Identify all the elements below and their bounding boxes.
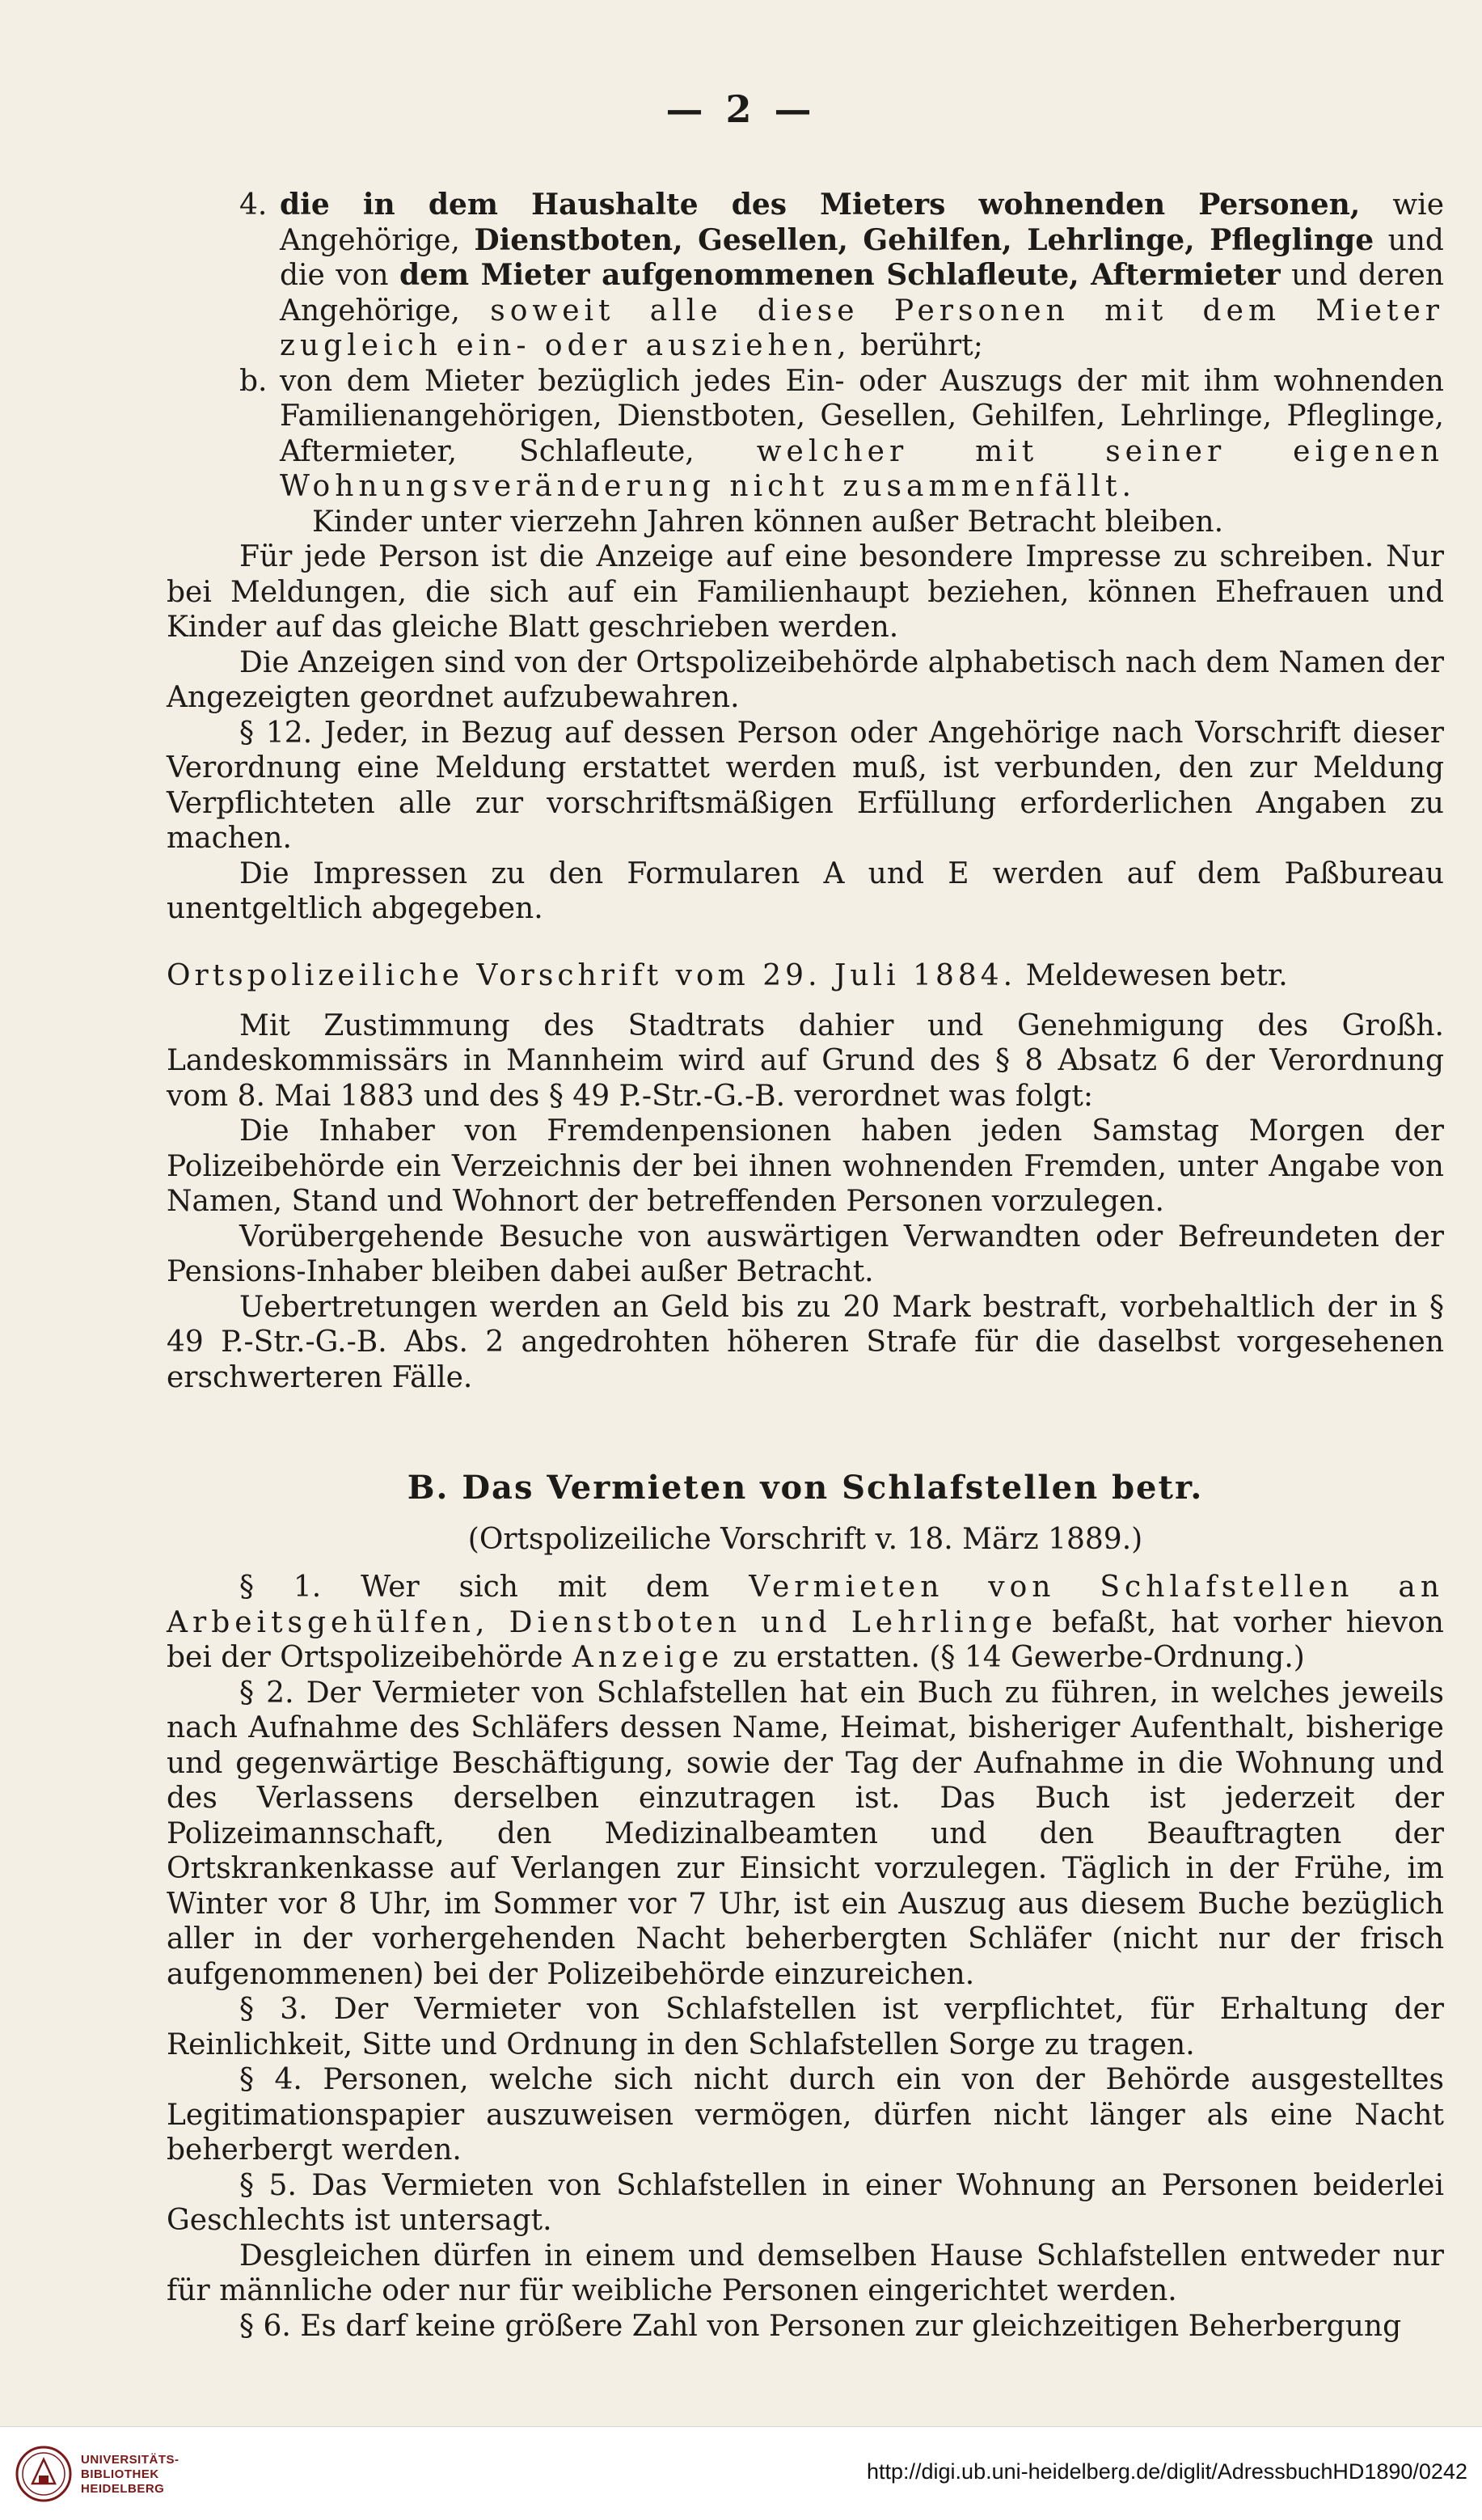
paragraph-section-4: § 4. Personen, welche sich nicht durch ein von der Behörde ausgestelltes Legitimationspapier auszuweisen vermögen, dürfen nicht länger als eine Nacht beherbergt werden. [167, 2063, 1444, 2167]
paragraph: Uebertretungen werden an Geld bis zu 20 Mark bestraft, vorbehaltlich der in § 49 P.-Str.-G.-B. Abs. 2 angedrohten höheren Strafe für die daselbst vorgesehenen erschwerteren Fälle. [167, 1290, 1444, 1394]
library-name: UNIVERSITÄTS- BIBLIOTHEK HEIDELBERG [81, 2453, 179, 2496]
paragraph-section-2: § 2. Der Vermieter von Schlafstellen hat ein Buch zu führen, in welches jeweils nach Aufnahme des Schläfers dessen Name, Heimat, bisheriger Aufenthalt, bisherige und gegenwärtige Beschäftigung, sowie der Tag der Aufnahme in die Wohnung und des Verlassens derselben einzutragen ist. Das Buch ist jederzeit der Polizeimannschaft, den Medizinalbeamten und den Beauftragten der Ortskrankenkasse auf Verlangen zur Einsicht vorzulegen. Täglich in der Frühe, im Winter vor 8 Uhr, im Sommer vor 7 Uhr, ist ein Auszug aus diesem Buche bezüglich aller in der vorhergehenden Nacht beherbergten Schläfer (nicht nur der frisch aufgenommenen) bei der Polizeibehörde einzureichen. [167, 1676, 1444, 1991]
regulation-title: Ortspolizeiliche Vorschrift vom 29. Juli 1884. [167, 959, 1017, 992]
footer-bar [0, 2426, 1482, 2520]
paragraph: Für jede Person ist die Anzeige auf eine besondere Impresse zu schreiben. Nur bei Meldungen, die sich auf ein Familienhaupt beziehen, können Ehefrauen und Kinder auf das gleiche Blatt geschrieben werden. [167, 540, 1444, 644]
paragraph: Desgleichen dürfen in einem und demselben Hause Schlafstellen entweder nur für männliche oder nur für weibliche Personen eingerichtet werden. [167, 2239, 1444, 2307]
paragraph: Die Inhaber von Fremdenpensionen haben jeden Samstag Morgen der Polizeibehörde ein Verzeichnis der bei ihnen wohnenden Fremden, unter Angabe von Namen, Stand und Wohnort der betreffenden Personen vorzulegen. [167, 1114, 1444, 1218]
paragraph: Vorübergehende Besuche von auswärtigen Verwandten oder Befreundeten der Pensions-Inhaber bleiben dabei außer Betracht. [167, 1220, 1444, 1288]
paragraph: Mit Zustimmung des Stadtrats dahier und Genehmigung des Großh. Landeskommissärs in Mannheim wird auf Grund des § 8 Absatz 6 der Verordnung vom 8. Mai 1883 und des § 49 P.-Str.-G.-B. verordnet was folgt: [167, 1008, 1444, 1113]
page-number: — 2 — [665, 87, 817, 131]
item-b: b. von dem Mieter bezüglich jedes Ein- oder Auszugs der mit ihm wohnenden Familienangehörigen, Dienstboten, Gesellen, Gehilfen, Lehrlinge, Pfleglinge, Aftermieter, Schlafleute, welcher mit seiner eigenen Wohnungsveränderung nicht zusammenfällt. [239, 364, 1444, 503]
section-subheading: (Ortspolizeiliche Vorschrift v. 18. März 1889.) [467, 1522, 1143, 1556]
university-seal-icon [15, 2445, 73, 2503]
paragraph-section-12: § 12. Jeder, in Bezug auf dessen Person oder Angehörige nach Vorschrift dieser Verordnung eine Meldung erstattet werden muß, ist verbunden, den zur Meldung Verpflichteten alle zur vorschriftsmäßigen Erfüllung erforderlichen Angaben zu machen. [167, 716, 1444, 855]
section-schlafstellen [167, 1470, 1444, 2344]
regulation-subject: Meldewesen betr. [1025, 959, 1288, 992]
section-heading: B. Das Vermieten von Schlafstellen betr. [407, 1469, 1204, 1507]
library-logo[interactable] [15, 2445, 225, 2506]
section-fremdenpensionen [167, 958, 1444, 1395]
paragraph: Die Anzeigen sind von der Ortspolizeibehörde alphabetisch nach dem Namen der Angezeigten geordnet aufzubewahren. [167, 645, 1445, 714]
item-4: 4. die in dem Haushalte des Mieters wohnenden Personen, wie Angehörige, Dienstboten, Gesellen, Gehilfen, Lehrlinge, Pfleglinge und die von dem Mieter aufgenommenen Schlafleute, Aftermieter und deren Angehörige, soweit alle diese Personen mit dem Mieter zugleich ein- oder ausziehen, berührt; [239, 188, 1444, 362]
source-url-link[interactable]: http://digi.ub.uni-heidelberg.de/diglit/AdressbuchHD1890/0242 [866, 2459, 1467, 2484]
section-meldewesen-continued [167, 188, 1444, 927]
paragraph-section-3: § 3. Der Vermieter von Schlafstellen ist verpflichtet, für Erhaltung der Reinlichkeit, Sitte und Ordnung in den Schlafstellen Sorge zu tragen. [167, 1993, 1444, 2061]
paragraph-section-5: § 5. Das Vermieten von Schlafstellen in einer Wohnung an Personen beiderlei Geschlechts ist untersagt. [167, 2168, 1444, 2237]
paragraph-section-1: § 1. Wer sich mit dem Vermieten von Schlafstellen an Arbeitsgehülfen, Dienstboten und Lehrlinge befaßt, hat vorher hievon bei der Ortspolizeibehörde Anzeige zu erstatten. (§ 14 Gewerbe-Ordnung.) [167, 1571, 1445, 1674]
paragraph-section-6: § 6. Es darf keine größere Zahl von Personen zur gleichzeitigen Beherbergung [239, 2309, 1402, 2343]
regulation-header-line [167, 958, 1444, 994]
paragraph: Die Impressen zu den Formularen A und E werden auf dem Paßbureau unentgeltlich abgegeben. [167, 856, 1444, 925]
paragraph-kinder: Kinder unter vierzehn Jahren können außer Betracht bleiben. [312, 505, 1224, 539]
